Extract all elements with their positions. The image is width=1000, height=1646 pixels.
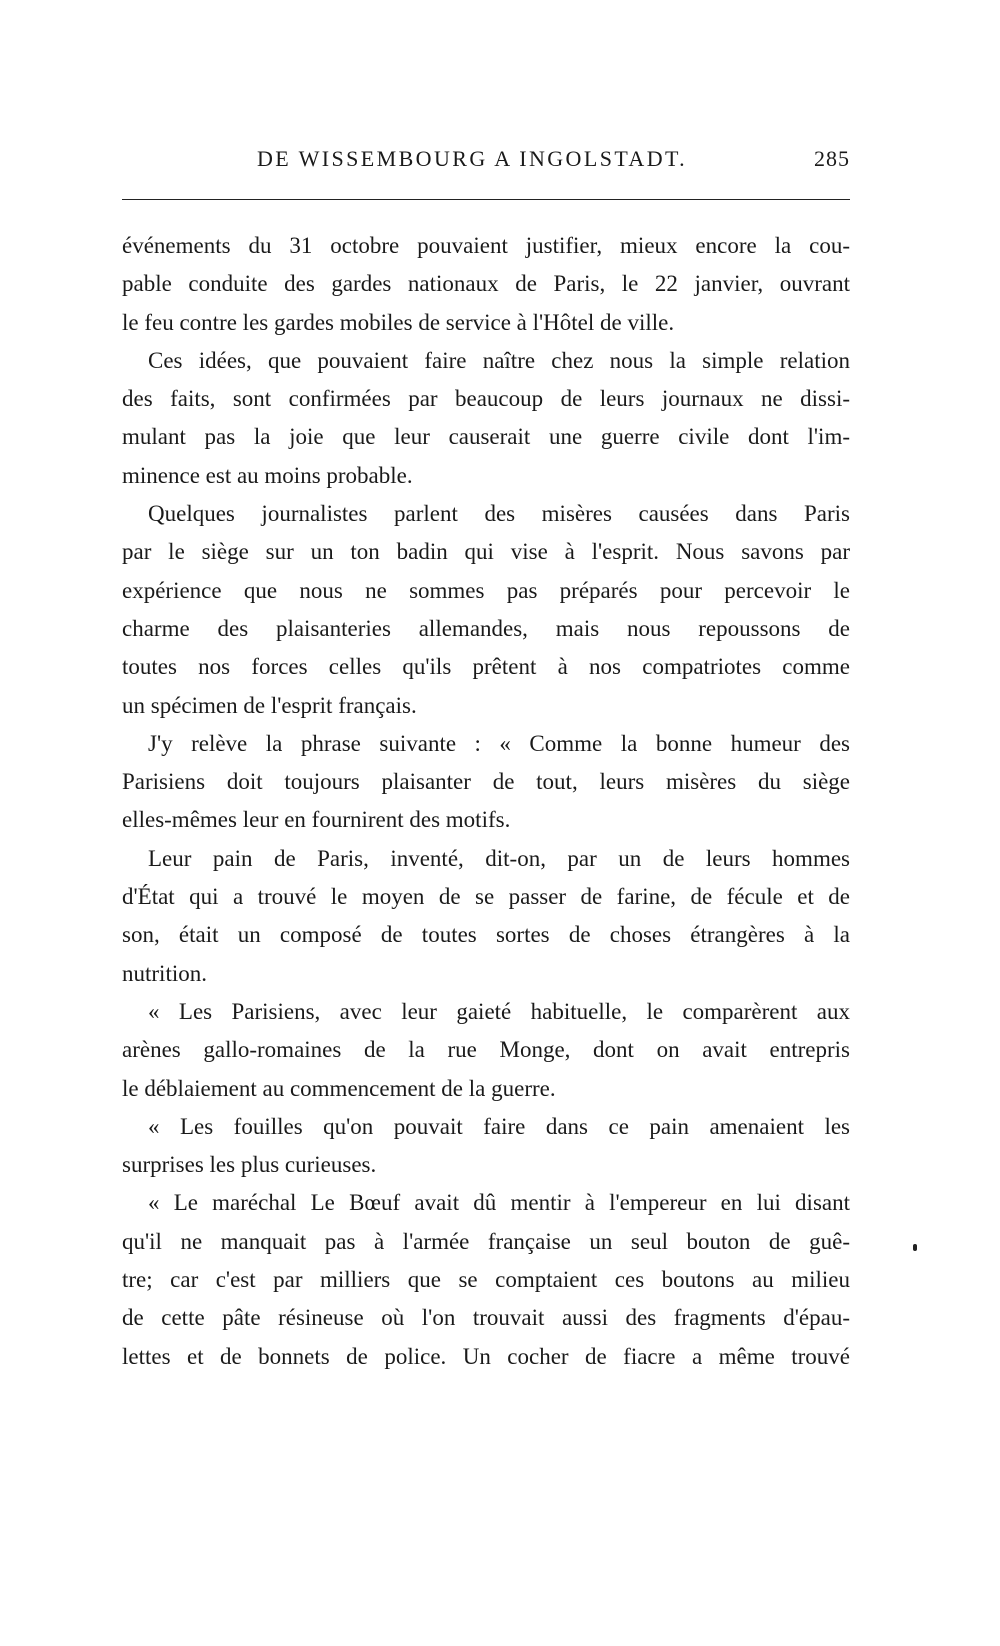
text-line: qu'il ne manquait pas à l'armée française un seul bouton de guê- [122, 1228, 850, 1254]
text-line: lettes et de bonnets de police. Un cocher de fiacre a même trouvé [122, 1343, 850, 1369]
text-line: le feu contre les gardes mobiles de service à l'Hôtel de ville. [122, 309, 675, 335]
text-line: « Les fouilles qu'on pouvait faire dans ce pain amenaient les [148, 1113, 850, 1139]
text-line: le déblaiement au commencement de la guerre. [122, 1075, 556, 1101]
text-line: d'État qui a trouvé le moyen de se passer de farine, de fécule et de [122, 884, 850, 910]
text-line: tre; car c'est par milliers que se comptaient ces boutons au milieu [122, 1267, 850, 1293]
text-line: arènes gallo-romaines de la rue Monge, dont on avait entrepris [122, 1037, 850, 1063]
text-line: surprises les plus curieuses. [122, 1152, 377, 1178]
text-line: minence est au moins probable. [122, 462, 413, 488]
text-line: événements du 31 octobre pouvaient justifier, mieux encore la cou- [122, 233, 850, 258]
text-line: un spécimen de l'esprit français. [122, 692, 417, 718]
page-number: 285 [814, 146, 850, 171]
text-line: des faits, sont confirmées par beaucoup de leurs journaux ne dissi- [122, 386, 850, 412]
header-rule [122, 199, 850, 200]
text-line: J'y relève la phrase suivante : « Comme la bonne humeur des [148, 730, 850, 756]
text-line: de cette pâte résineuse où l'on trouvait aussi des fragments d'épau- [122, 1305, 850, 1331]
running-head [122, 146, 850, 176]
text-line: Ces idées, que pouvaient faire naître chez nous la simple relation [148, 347, 850, 373]
text-line: nutrition. [122, 960, 207, 986]
margin-speck [913, 1244, 917, 1251]
text-line: « Les Parisiens, avec leur gaieté habituelle, le comparèrent aux [148, 998, 850, 1024]
text-line: toutes nos forces celles qu'ils prêtent à nos compatriotes comme [122, 654, 850, 680]
text-line: Parisiens doit toujours plaisanter de tout, leurs misères du siège [122, 769, 850, 795]
text-line: pable conduite des gardes nationaux de Paris, le 22 janvier, ouvrant [122, 271, 850, 297]
text-line: elles-mêmes leur en fournirent des motifs. [122, 807, 511, 833]
text-line: « Le maréchal Le Bœuf avait dû mentir à l'empereur en lui disant [148, 1190, 850, 1216]
text-line: Leur pain de Paris, inventé, dit-on, par un de leurs hommes [148, 845, 850, 871]
text-line: par le siège sur un ton badin qui vise à l'esprit. Nous savons par [122, 539, 850, 565]
body-text [122, 227, 850, 1376]
text-line: Quelques journalistes parlent des misères causées dans Paris [148, 501, 850, 527]
running-title: DE WISSEMBOURG A INGOLSTADT. [257, 146, 688, 171]
text-line: expérience que nous ne sommes pas préparés pour percevoir le [122, 577, 850, 603]
text-line: charme des plaisanteries allemandes, mais nous repoussons de [122, 615, 850, 641]
text-line: mulant pas la joie que leur causerait une guerre civile dont l'im- [122, 424, 850, 450]
text-line: son, était un composé de toutes sortes de choses étrangères à la [122, 922, 850, 948]
